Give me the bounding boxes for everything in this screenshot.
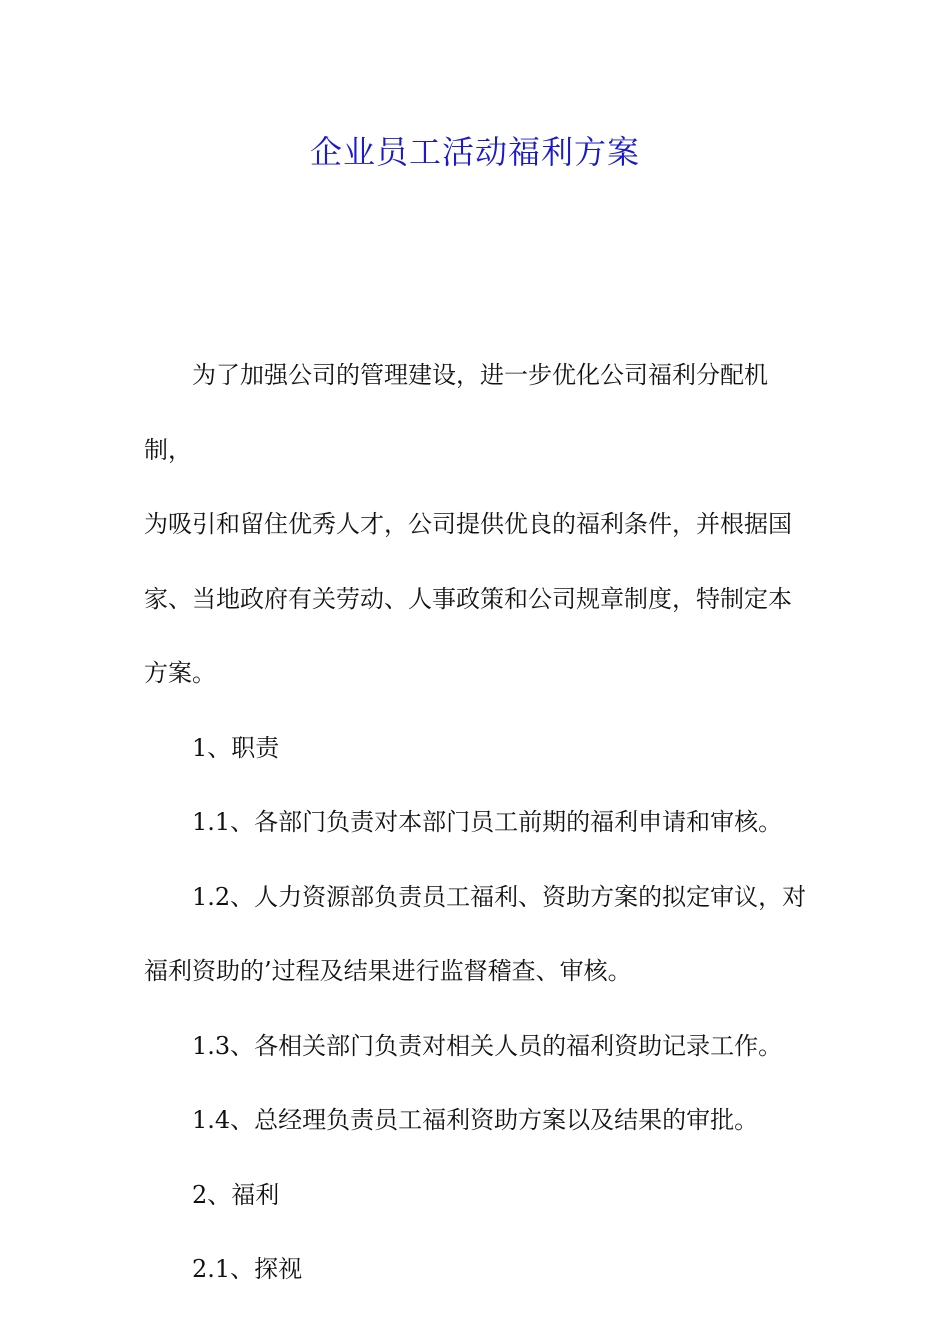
item-1-1: 1.1、各部门负责对本部门员工前期的福利申请和审核。 (192, 808, 783, 836)
section-heading-responsibilities: 1、职责 (192, 733, 280, 762)
section-heading-welfare: 2、福利 (192, 1180, 280, 1209)
paragraph-intro-line-3: 家、当地政府有关劳动、人事政策和公司规章制度，特制定本 (144, 584, 792, 613)
paragraph-intro-line-4: 方案。 (144, 659, 216, 687)
paragraph-intro-line-2: 为吸引和留住优秀人才，公司提供优良的福利条件，并根据国 (144, 510, 792, 538)
document-body (144, 338, 814, 1307)
item-1-2-line-1: 1.2、人力资源部负责员工福利、资助方案的拟定审议，对 (192, 882, 807, 911)
item-1-4: 1.4、总经理负责员工福利资助方案以及结果的审批。 (192, 1106, 759, 1134)
item-1-2-line-2: 福利资助的’过程及结果进行监督稽查、审核。 (144, 957, 632, 985)
item-1-3: 1.3、各相关部门负责对相关人员的福利资助记录工作。 (192, 1031, 783, 1060)
item-2-1: 2.1、探视 (192, 1255, 303, 1283)
document-title: 企业员工活动福利方案 (309, 133, 640, 171)
paragraph-intro-line-1: 为了加强公司的管理建设，进一步优化公司福利分配机制， (144, 361, 768, 464)
